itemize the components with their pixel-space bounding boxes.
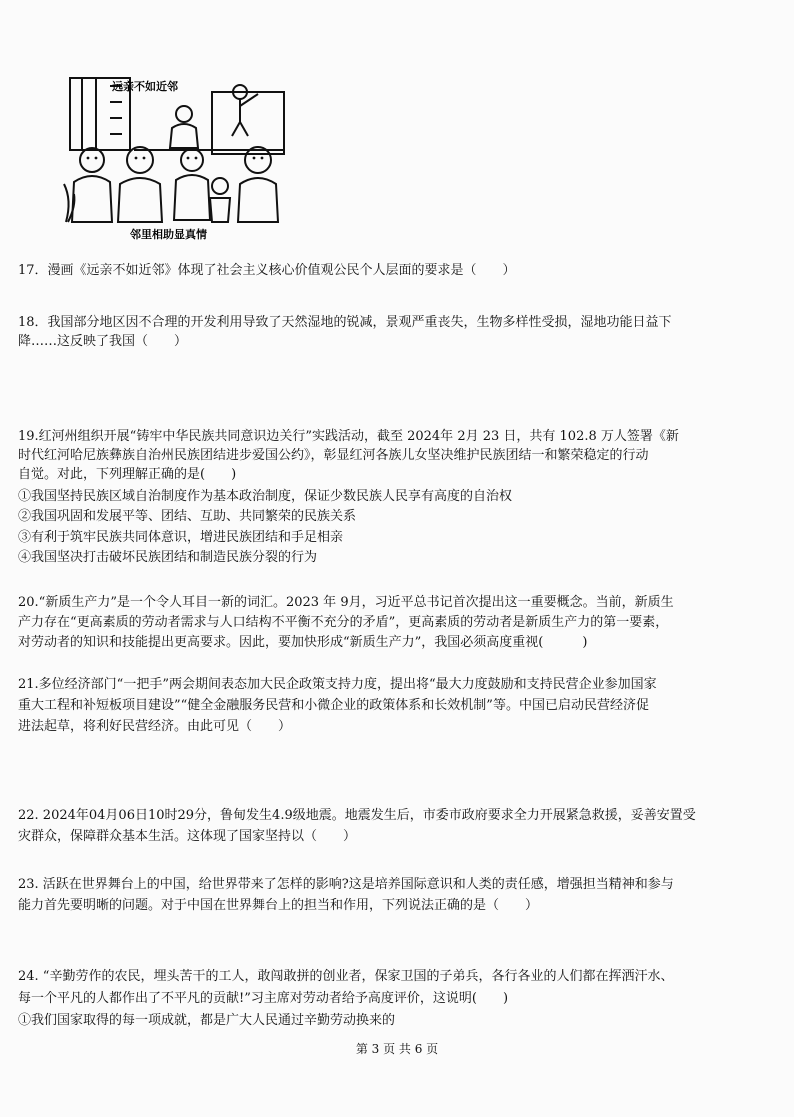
cartoon-illustration: [62, 72, 292, 240]
q24-item-1: ①我们国家取得的每一项成就，都是广大人民通过辛勤劳动换来的: [18, 1013, 396, 1028]
q19-item-3: ③有利于筑牢民族共同体意识，增进民族团结和手足相亲: [18, 530, 344, 545]
q23-line-2: 能力首先要明晰的问题。对于中国在世界舞台上的担当和作用，下列说法正确的是（ ）: [18, 898, 539, 913]
page-number: 第 3 页 共 6 页: [355, 1042, 439, 1056]
q19-line-3: 自觉。对此，下列理解正确的是( ): [18, 467, 237, 482]
q19-line-2: 时代红河哈尼族彝族自治州民族团结进步爱国公约》，彰显红河各族儿女坚决维护民族团结一和繁荣稳定的行动: [18, 448, 649, 463]
q19-item-2: ②我国巩固和发展平等、团结、互助、共同繁荣的民族关系: [18, 509, 357, 524]
q24-line-2: 每一个平凡的人都作出了不平凡的贡献!”习主席对劳动者给予高度评价，这说明( ): [18, 991, 509, 1006]
q21-line-3: 进法起草，将利好民营经济。由此可见（ ）: [18, 719, 292, 734]
q20-line-3: 对劳动者的知识和技能提出更高要求。因此，要加快形成“新质生产力”，我国必须高度重视( ): [18, 635, 588, 650]
q22-line-2: 灾群众，保障群众基本生活。这体现了国家坚持以（ ）: [18, 829, 357, 844]
q23-line-1: 23. 活跃在世界舞台上的中国，给世界带来了怎样的影响?这是培养国际意识和人类的责任感，增强担当精神和参与: [18, 877, 674, 892]
cartoon-drawing: [62, 72, 292, 240]
q20-line-1: 20.“新质生产力”是一个令人耳目一新的词汇。2023 年 9月，习近平总书记首次提出这一重要概念。当前，新质生: [18, 595, 674, 610]
q19-line-1: 19.红河州组织开展“铸牢中华民族共同意识边关行”实践活动，截至 2024年 2月 23 日，共有 102.8 万人签署《新: [18, 429, 679, 444]
q20-line-2: 产力存在“更高素质的劳动者需求与人口结构不平衡不充分的矛盾”，更高素质的劳动者是新质生产力的第一要素，: [18, 615, 669, 630]
q18-line-2: 降……这反映了我国（ ）: [18, 334, 188, 349]
cartoon-caption: 邻里相助显真情: [130, 228, 207, 240]
q21-line-1: 21.多位经济部门“一把手”两会期间表态加大民企政策支持力度，提出将“最大力度鼓励和支持民营企业参加国家: [18, 677, 657, 692]
q17-stem: 17．漫画《远亲不如近邻》体现了社会主义核心价值观公民个人层面的要求是（ ）: [18, 263, 516, 278]
q19-item-4: ④我国坚决打击破坏民族团结和制造民族分裂的行为: [18, 550, 318, 565]
q19-item-1: ①我国坚持民族区域自治制度作为基本政治制度，保证少数民族人民享有高度的自治权: [18, 489, 513, 504]
q24-line-1: 24. “辛勤劳作的农民，埋头苦干的工人，敢闯敢拼的创业者，保家卫国的子弟兵，各行各业的人们都在挥洒汗水、: [18, 969, 674, 984]
cartoon-title: 远亲不如近邻: [112, 80, 178, 93]
q21-line-2: 重大工程和补短板项目建设”“健全金融服务民营和小微企业的政策体系和长效机制”等。中国已启动民营经济促: [18, 698, 649, 713]
q22-line-1: 22. 2024年04月06日10时29分，鲁甸发生4.9级地震。地震发生后，市委市政府要求全力开展紧急救援，妥善安置受: [18, 808, 696, 823]
q18-line-1: 18．我国部分地区因不合理的开发利用导致了天然湿地的锐减，景观严重丧失，生物多样性受损，湿地功能日益下: [18, 315, 672, 330]
